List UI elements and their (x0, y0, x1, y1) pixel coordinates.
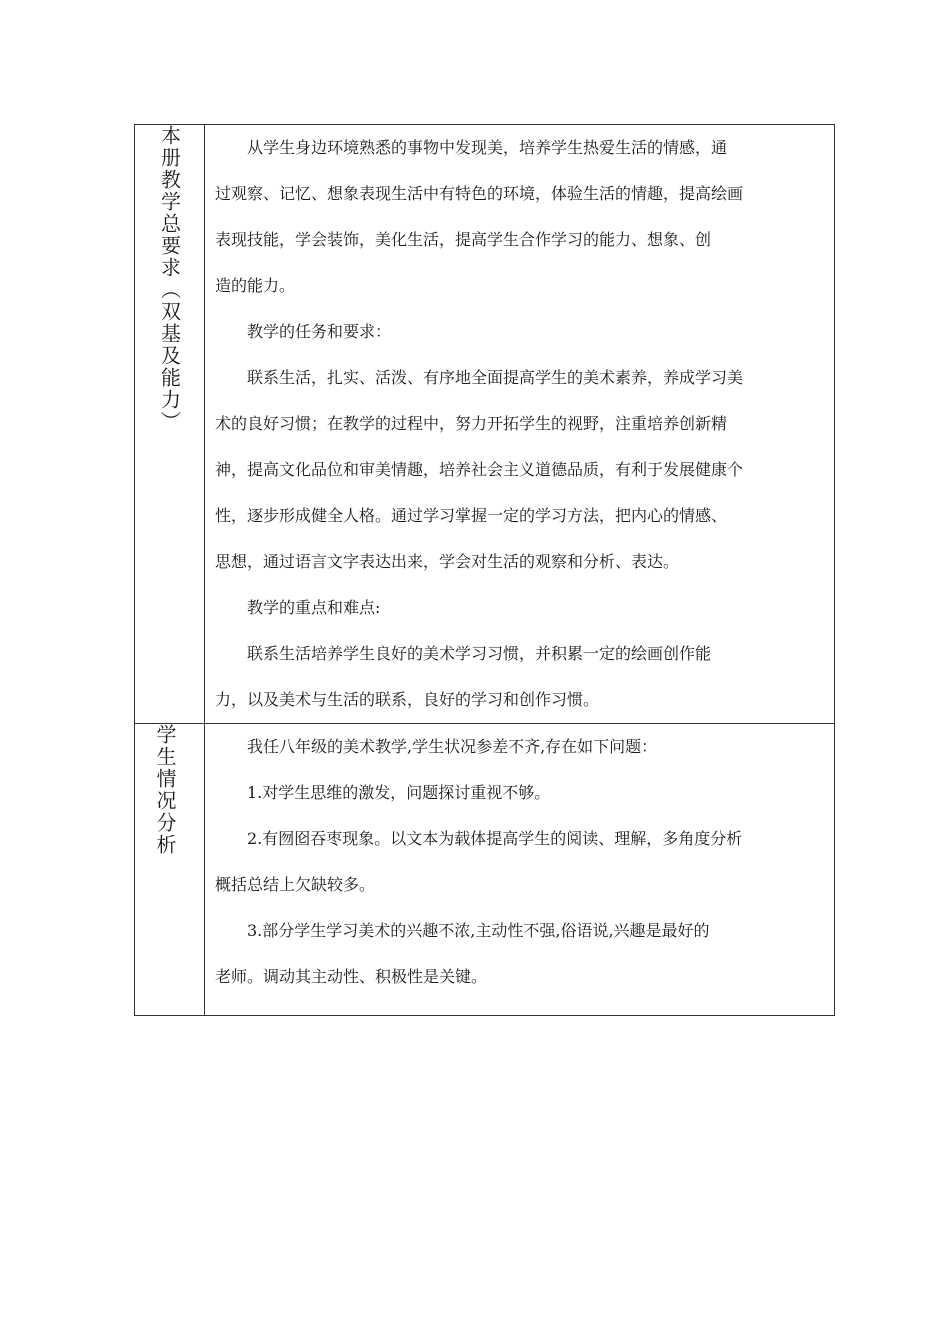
paragraph-line: 术的良好习惯；在教学的过程中，努力开拓学生的视野，注重培养创新精 (215, 414, 728, 433)
requirements-content-cell (205, 125, 835, 724)
paragraph-line: 思想，通过语言文字表达出来，学会对生活的观察和分析、表达。 (215, 552, 680, 571)
table-row-student-analysis (135, 724, 835, 1016)
paragraph-line: 造的能力。 (215, 276, 296, 295)
paragraph-line: 从学生身边环境熟悉的事物中发现美，培养学生热爱生活的情感，通 (247, 138, 728, 157)
section1-label: 本册教学总要求︵双基及能力︶ (157, 125, 182, 433)
teaching-plan-table (134, 124, 835, 1016)
paragraph-line: 表现技能，学会装饰，美化生活，提高学生合作学习的能力、想象、创 (215, 230, 712, 249)
paragraph-line: 性，逐步形成健全人格。通过学习掌握一定的学习方法，把内心的情感、 (215, 506, 728, 525)
subheading-focus: 教学的重点和难点: (247, 598, 381, 617)
paragraph-line: 老师。调动其主动性、积极性是关键。 (215, 967, 488, 986)
table-row-requirements (135, 125, 835, 724)
paragraph-line: 联系生活培养学生良好的美术学习习惯，并积累一定的绘画创作能 (247, 644, 712, 663)
paragraph-line: 力，以及美术与生活的联系，良好的学习和创作习惯。 (215, 690, 600, 709)
analysis-content-cell (205, 724, 835, 1016)
paragraph-line: 1.对学生思维的激发，问题探讨重视不够。 (247, 783, 551, 802)
subheading-tasks: 教学的任务和要求： (247, 322, 392, 341)
paragraph-line: 联系生活，扎实、活泼、有序地全面提高学生的美术素养，养成学习美 (247, 368, 744, 387)
paragraph-line: 概括总结上欠缺较多。 (215, 875, 376, 894)
section2-label: 学生情况分析 (153, 724, 177, 856)
paragraph-line: 过观察、记忆、想象表现生活中有特色的环境，体验生活的情趣，提高绘画 (215, 184, 744, 203)
paragraph-line: 2.有囫囵吞枣现象。以文本为载体提高学生的阅读、理解，多角度分析 (247, 829, 743, 848)
paragraph-line: 我任八年级的美术教学,学生状况参差不齐,存在如下问题： (247, 737, 658, 756)
paragraph-line: 3.部分学生学习美术的兴趣不浓,主动性不强,俗语说,兴趣是最好的 (247, 921, 710, 940)
row-label-cell (135, 125, 205, 724)
row-label-cell (135, 724, 205, 1016)
paragraph-line: 神，提高文化品位和审美情趣，培养社会主义道德品质，有利于发展健康个 (215, 460, 744, 479)
